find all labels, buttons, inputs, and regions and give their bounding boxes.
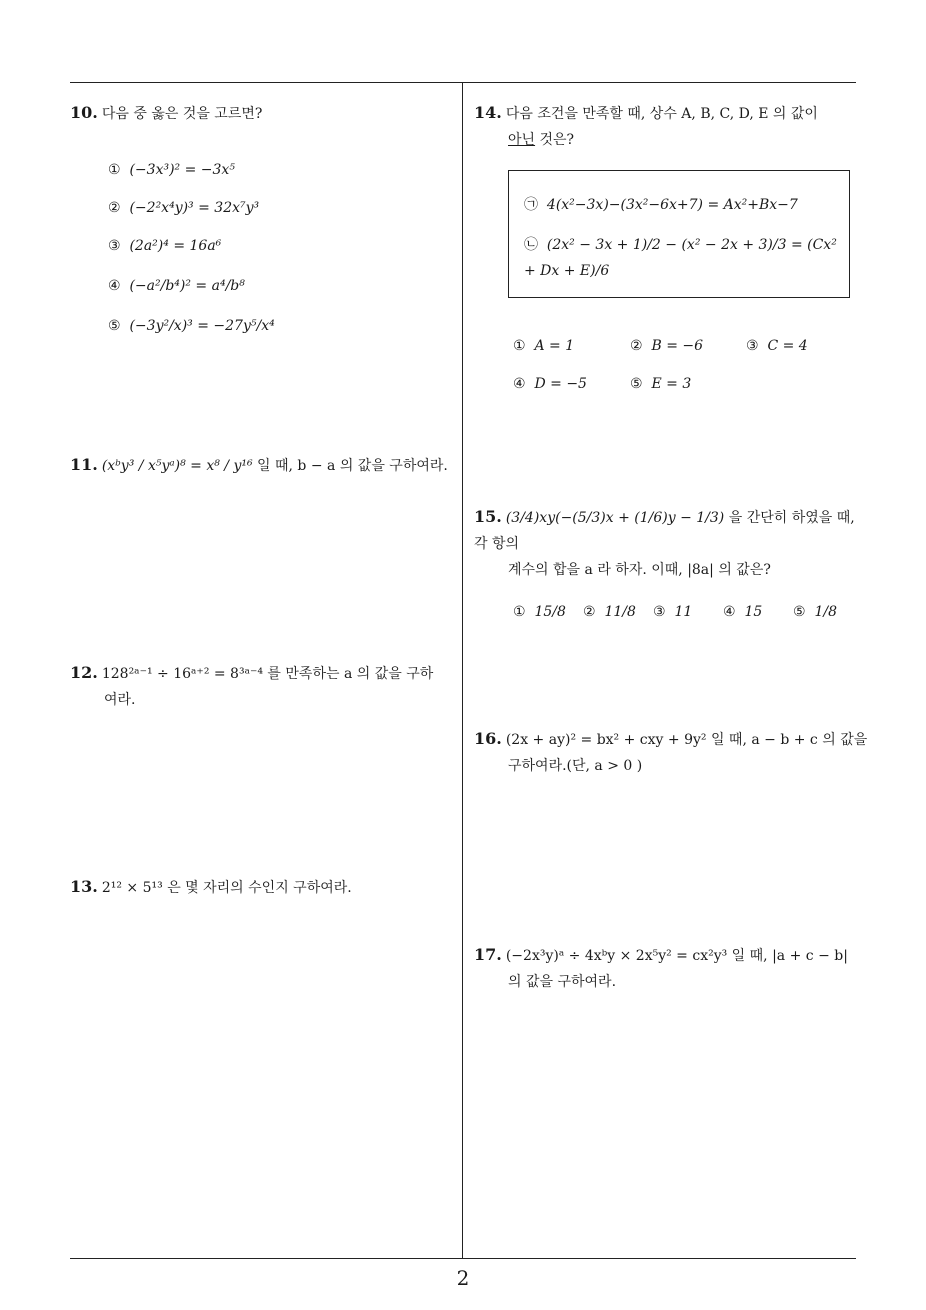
q14-option-4[interactable] xyxy=(513,376,587,392)
question-number: 16. xyxy=(474,729,502,748)
option-expression: C = 4 xyxy=(767,338,808,354)
question-expression: (3/4)xy(−(5/3)x + (1/6)y − 1/3) xyxy=(505,510,725,526)
q10-option-2[interactable] xyxy=(108,200,259,216)
q10-option-1[interactable] xyxy=(108,162,235,178)
option-marker: ① xyxy=(108,162,121,178)
question-prompt-continued: 계수의 합을 a 라 하자. 이때, |8a| 의 값은? xyxy=(508,562,771,578)
option-marker: ① xyxy=(513,338,526,354)
option-expression: 15/8 xyxy=(534,604,566,620)
question-prompt-continued: 여라. xyxy=(104,692,136,708)
q10-option-3[interactable] xyxy=(108,238,221,254)
question-17 xyxy=(474,942,848,995)
page-number: 2 xyxy=(456,1266,470,1290)
question-14 xyxy=(474,100,818,153)
q10-option-5[interactable] xyxy=(108,318,275,334)
question-prompt: (−2x³y)ᵃ ÷ 4xᵇy × 2x⁵y² = cx²y³ 일 때, |a + c − b| xyxy=(505,948,848,964)
option-marker: ① xyxy=(513,604,526,620)
q14-option-3[interactable] xyxy=(746,338,808,354)
option-expression: (2a²)⁴ = 16a⁶ xyxy=(129,238,222,254)
option-marker: ⑤ xyxy=(793,604,806,620)
option-expression: B = −6 xyxy=(651,338,704,354)
question-prompt-continued: 의 값을 구하여라. xyxy=(508,974,617,990)
question-number: 15. xyxy=(474,507,502,526)
question-number: 17. xyxy=(474,945,502,964)
option-marker: ② xyxy=(583,604,596,620)
question-prompt: 2¹² × 5¹³ 은 몇 자리의 수인지 구하여라. xyxy=(101,880,352,896)
option-expression: (−3x³)² = −3x⁵ xyxy=(129,162,235,178)
option-marker: ② xyxy=(108,200,121,216)
condition-expression: 4(x²−3x)−(3x²−6x+7) = Ax²+Bx−7 xyxy=(546,197,798,213)
q15-option-1[interactable] xyxy=(513,604,566,620)
question-prompt: 다음 조건을 만족할 때, 상수 A, B, C, D, E 의 값이 xyxy=(505,106,818,122)
q10-option-4[interactable] xyxy=(108,278,245,294)
option-marker: ③ xyxy=(746,338,759,354)
question-11 xyxy=(70,452,448,479)
q15-option-3[interactable] xyxy=(653,604,692,620)
question-prompt: 을 간단히 하였을 때, 각 항의 xyxy=(474,510,855,552)
condition-marker: ㉡ xyxy=(524,237,538,253)
question-number: 10. xyxy=(70,103,98,122)
q15-option-2[interactable] xyxy=(583,604,636,620)
q14-option-5[interactable] xyxy=(630,376,691,392)
option-expression: 15 xyxy=(744,604,763,620)
q14-option-2[interactable] xyxy=(630,338,703,354)
q14-option-1[interactable] xyxy=(513,338,574,354)
underlined-word: 아닌 xyxy=(508,132,536,148)
option-marker: ③ xyxy=(653,604,666,620)
question-12 xyxy=(70,660,433,713)
option-expression: E = 3 xyxy=(651,376,692,392)
option-marker: ④ xyxy=(723,604,736,620)
option-expression: A = 1 xyxy=(534,338,575,354)
bottom-rule xyxy=(70,1258,856,1259)
question-prompt: 128²ᵃ⁻¹ ÷ 16ᵃ⁺² = 8³ᵃ⁻⁴ 를 만족하는 a 의 값을 구하 xyxy=(101,666,434,682)
column-divider xyxy=(462,82,463,1258)
option-expression: 11/8 xyxy=(604,604,636,620)
option-expression: (−2²x⁴y)³ = 32x⁷y³ xyxy=(129,200,260,216)
q15-option-4[interactable] xyxy=(723,604,762,620)
question-13 xyxy=(70,874,352,901)
option-marker: ⑤ xyxy=(108,318,121,334)
option-marker: ⑤ xyxy=(630,376,643,392)
question-prompt-continued: 구하여라.(단, a > 0 ) xyxy=(508,758,643,774)
option-marker: ④ xyxy=(513,376,526,392)
condition-1 xyxy=(524,194,798,214)
option-marker: ② xyxy=(630,338,643,354)
question-number: 13. xyxy=(70,877,98,896)
option-marker: ④ xyxy=(108,278,121,294)
condition-2 xyxy=(524,232,840,284)
option-expression: D = −5 xyxy=(534,376,587,392)
question-15 xyxy=(474,504,860,583)
question-number: 14. xyxy=(474,103,502,122)
top-rule xyxy=(70,82,856,83)
condition-marker: ㉠ xyxy=(524,197,538,213)
option-expression: 11 xyxy=(674,604,693,620)
option-expression: (−3y²/x)³ = −27y⁵/x⁴ xyxy=(129,318,275,334)
q15-option-5[interactable] xyxy=(793,604,837,620)
question-16 xyxy=(474,726,867,779)
question-number: 11. xyxy=(70,455,98,474)
question-10 xyxy=(70,100,262,127)
question-number: 12. xyxy=(70,663,98,682)
question-expression: (xᵇy³ / x⁵yᵃ)⁸ = x⁸ / y¹⁶ xyxy=(101,458,253,474)
option-expression: 1/8 xyxy=(814,604,837,620)
question-prompt: (2x + ay)² = bx² + cxy + 9y² 일 때, a − b + c 의 값을 xyxy=(505,732,868,748)
option-expression: (−a²/b⁴)² = a⁴/b⁸ xyxy=(129,278,245,294)
option-marker: ③ xyxy=(108,238,121,254)
question-prompt-continued: 것은? xyxy=(535,132,575,148)
question-prompt: 일 때, b − a 의 값을 구하여라. xyxy=(257,458,448,474)
condition-expression: (2x² − 3x + 1)/2 − (x² − 2x + 3)/3 = (Cx² + Dx + E)/6 xyxy=(524,237,837,279)
question-prompt: 다음 중 옳은 것을 고르면? xyxy=(101,106,263,122)
